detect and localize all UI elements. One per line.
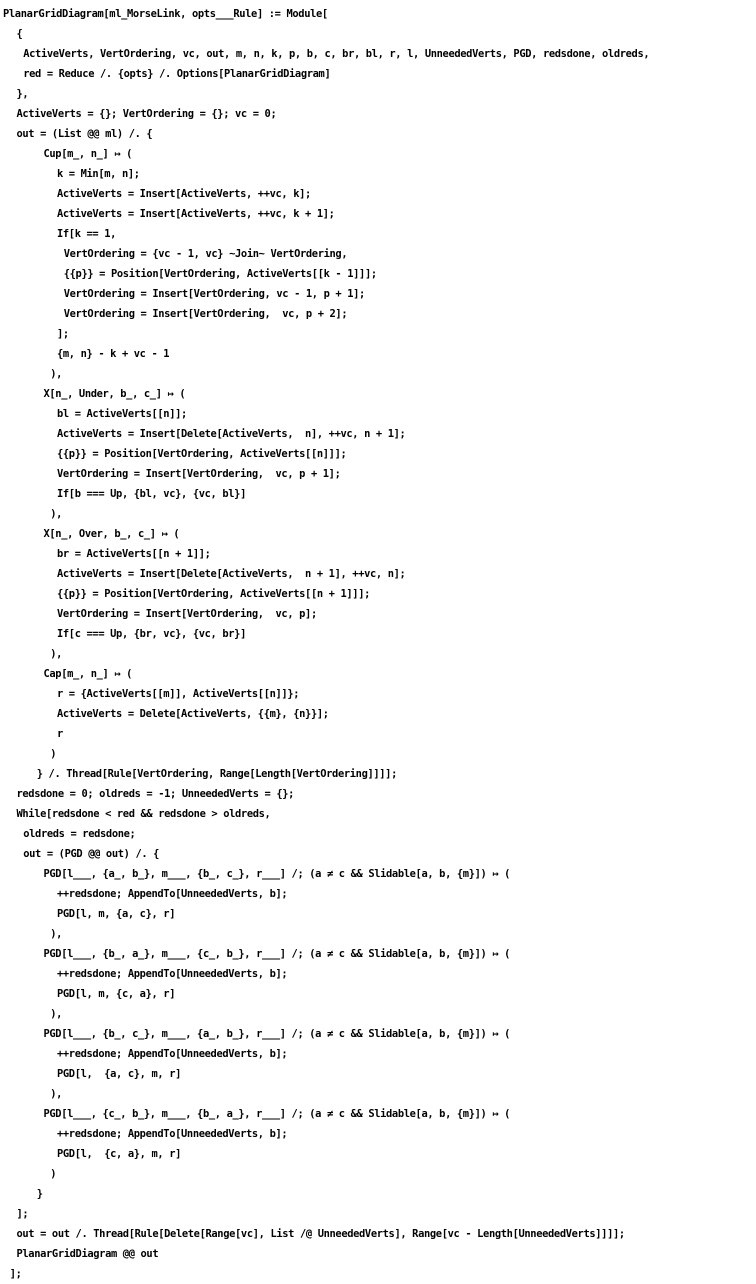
- code-line: ++redsdone; AppendTo[UnneededVerts, b];: [57, 1128, 288, 1140]
- code-line: Cup[m_, n_] ↦ (: [43, 148, 133, 160]
- code-block: [3, 4, 753, 1284]
- code-line: {{p}} = Position[VertOrdering, ActiveVerts[[k - 1]]];: [63, 268, 377, 280]
- code-line: If[b === Up, {bl, vc}, {vc, bl}]: [57, 488, 246, 500]
- code-line: k = Min[m, n];: [57, 168, 140, 180]
- code-line: ];: [16, 1208, 29, 1220]
- code-line: While[redsdone < red && redsdone > oldreds,: [16, 808, 271, 820]
- code-line: X[n_, Over, b_, c_] ↦ (: [43, 528, 180, 540]
- code-line: PGD[l___, {b_, c_}, m___, {a_, b_}, r___] /; (a ≠ c && Slidable[a, b, {m}]) ↦ (: [43, 1028, 511, 1040]
- code-line: PGD[l, {a, c}, m, r]: [57, 1068, 182, 1080]
- code-line: ),: [50, 928, 63, 940]
- code-line: ),: [50, 648, 63, 660]
- code-line: VertOrdering = Insert[VertOrdering, vc - 1, p + 1];: [63, 288, 365, 300]
- code-line: {{p}} = Position[VertOrdering, ActiveVerts[[n + 1]]];: [57, 588, 371, 600]
- code-line: ];: [57, 328, 69, 340]
- code-line: {{p}} = Position[VertOrdering, ActiveVerts[[n]]];: [57, 448, 347, 460]
- code-line: },: [16, 88, 29, 100]
- code-line: ): [50, 1168, 57, 1180]
- code-line: r = {ActiveVerts[[m]], ActiveVerts[[n]]};: [57, 688, 300, 700]
- code-line: PGD[l___, {b_, a_}, m___, {c_, b_}, r___] /; (a ≠ c && Slidable[a, b, {m}]) ↦ (: [43, 948, 511, 960]
- code-line: VertOrdering = Insert[VertOrdering, vc, p];: [57, 608, 317, 620]
- code-line: PGD[l, m, {c, a}, r]: [57, 988, 176, 1000]
- code-line: ),: [50, 508, 63, 520]
- code-line: PlanarGridDiagram @@ out: [16, 1248, 159, 1260]
- code-line: ActiveVerts = Insert[Delete[ActiveVerts, n], ++vc, n + 1];: [57, 428, 406, 440]
- code-line: {m, n} - k + vc - 1: [57, 348, 170, 360]
- code-line: red = Reduce /. {opts} /. Options[PlanarGridDiagram]: [23, 68, 331, 80]
- code-line: out = (PGD @@ out) /. {: [23, 848, 160, 860]
- code-line: out = out /. Thread[Rule[Delete[Range[vc], List /@ UnneededVerts], Range[vc - Length[UnneededVerts]]]];: [16, 1228, 625, 1240]
- code-line: VertOrdering = Insert[VertOrdering, vc, p + 1];: [57, 468, 341, 480]
- code-line: PGD[l, {c, a}, m, r]: [57, 1148, 182, 1160]
- code-line: Cap[m_, n_] ↦ (: [43, 668, 133, 680]
- code-line: oldreds = redsdone;: [23, 828, 136, 840]
- code-line: r: [57, 728, 63, 740]
- code-line: ActiveVerts = Insert[ActiveVerts, ++vc, k];: [57, 188, 311, 200]
- code-line: PGD[l___, {c_, b_}, m___, {b_, a_}, r___] /; (a ≠ c && Slidable[a, b, {m}]) ↦ (: [43, 1108, 511, 1120]
- code-line: PlanarGridDiagram[ml_MorseLink, opts___Rule] := Module[: [3, 8, 328, 20]
- code-line: bl = ActiveVerts[[n]];: [57, 408, 187, 420]
- code-line: ];: [9, 1268, 22, 1280]
- code-line: ++redsdone; AppendTo[UnneededVerts, b];: [57, 888, 288, 900]
- code-line: ActiveVerts, VertOrdering, vc, out, m, n, k, p, b, c, br, bl, r, l, UnneededVerts, PGD, redsdone, oldreds,: [23, 48, 650, 60]
- code-line: ),: [50, 1008, 63, 1020]
- code-line: ActiveVerts = Delete[ActiveVerts, {{m}, {n}}];: [57, 708, 329, 720]
- code-line: out = (List @@ ml) /. {: [16, 128, 153, 140]
- code-line: redsdone = 0; oldreds = -1; UnneededVerts = {};: [16, 788, 295, 800]
- code-line: PGD[l___, {a_, b_}, m___, {b_, c_}, r___] /; (a ≠ c && Slidable[a, b, {m}]) ↦ (: [43, 868, 511, 880]
- code-line: ),: [50, 368, 63, 380]
- code-line: ),: [50, 1088, 63, 1100]
- code-line: br = ActiveVerts[[n + 1]];: [57, 548, 211, 560]
- code-line: }: [36, 1188, 43, 1200]
- code-line: ): [50, 748, 57, 760]
- code-line: VertOrdering = {vc - 1, vc} ~Join~ VertOrdering,: [63, 248, 348, 260]
- code-line: If[k == 1,: [57, 228, 117, 240]
- code-line: ActiveVerts = Insert[ActiveVerts, ++vc, k + 1];: [57, 208, 335, 220]
- code-line: If[c === Up, {br, vc}, {vc, br}]: [57, 628, 246, 640]
- code-line: } /. Thread[Rule[VertOrdering, Range[Length[VertOrdering]]]];: [36, 768, 397, 780]
- code-line: ActiveVerts = {}; VertOrdering = {}; vc = 0;: [16, 108, 277, 120]
- code-line: PGD[l, m, {a, c}, r]: [57, 908, 176, 920]
- code-line: ++redsdone; AppendTo[UnneededVerts, b];: [57, 968, 288, 980]
- code-line: ActiveVerts = Insert[Delete[ActiveVerts, n + 1], ++vc, n];: [57, 568, 406, 580]
- code-line: X[n_, Under, b_, c_] ↦ (: [43, 388, 186, 400]
- code-line: VertOrdering = Insert[VertOrdering, vc, p + 2];: [63, 308, 348, 320]
- code-line: ++redsdone; AppendTo[UnneededVerts, b];: [57, 1048, 288, 1060]
- code-line: {: [16, 28, 23, 40]
